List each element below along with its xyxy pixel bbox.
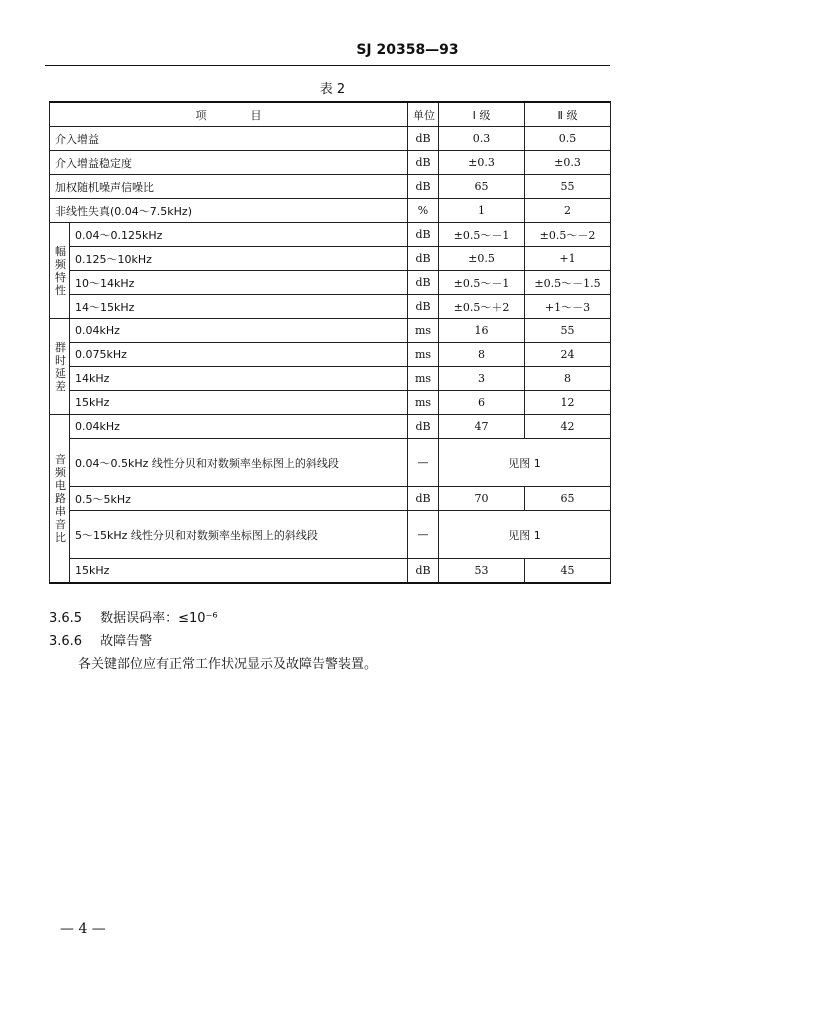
grade2-cell: ±0.5～－1.5	[525, 271, 611, 295]
grade2-cell: +1	[525, 247, 611, 271]
item-cell: 14～15kHz	[70, 295, 408, 319]
group-label-char: 频	[55, 466, 66, 479]
grade2-cell: 24	[525, 343, 611, 367]
grade2-cell: 65	[525, 487, 611, 511]
merged-value-cell: 见图 1	[439, 439, 611, 487]
item-cell: 非线性失真(0.04～7.5kHz)	[50, 199, 408, 223]
grade2-cell: 45	[525, 559, 611, 584]
grade1-cell: 8	[439, 343, 525, 367]
grade1-cell: 47	[439, 415, 525, 439]
table-row	[50, 271, 611, 295]
item-cell: 0.04kHz	[70, 415, 408, 439]
table-row	[50, 319, 611, 343]
group-label	[50, 319, 70, 415]
col-header-grade2: Ⅱ 级	[525, 102, 611, 127]
page-number: — 4 —	[60, 921, 106, 937]
item-cell: 0.075kHz	[70, 343, 408, 367]
item-cell: 14kHz	[70, 367, 408, 391]
table-row	[50, 223, 611, 247]
grade1-cell: 65	[439, 175, 525, 199]
group-label-char: 比	[55, 531, 66, 544]
item-cell: 介入增益稳定度	[50, 151, 408, 175]
unit-cell: dB	[408, 247, 439, 271]
clause-number: 3.6.5	[49, 611, 83, 626]
grade1-cell: 70	[439, 487, 525, 511]
table-row	[50, 175, 611, 199]
unit-cell: dB	[408, 151, 439, 175]
table-row	[50, 391, 611, 415]
group-label-char: 频	[55, 257, 66, 271]
group-label	[50, 223, 70, 319]
unit-cell: dB	[408, 295, 439, 319]
group-label-char: 群	[55, 340, 66, 354]
group-label-char: 路	[55, 492, 66, 505]
body-paragraph: 各关键部位应有正常工作状况显示及故障告警装置。	[78, 657, 378, 672]
grade1-cell: 0.3	[439, 127, 525, 151]
group-label-char: 性	[55, 283, 66, 297]
table-row	[50, 511, 611, 559]
grade2-cell: 8	[525, 367, 611, 391]
table-row	[50, 151, 611, 175]
item-cell: 0.5～5kHz	[70, 487, 408, 511]
unit-cell: %	[408, 199, 439, 223]
table-caption: 表 2	[319, 82, 346, 97]
item-cell: 0.125～10kHz	[70, 247, 408, 271]
clause-3-6-6	[49, 630, 152, 649]
item-cell: 加权随机噪声信噪比	[50, 175, 408, 199]
clause-text: 数据误码率：≤10⁻⁶	[100, 611, 218, 626]
group-label-char: 电	[55, 479, 66, 492]
unit-cell: ms	[408, 367, 439, 391]
merged-value-cell: 见图 1	[439, 511, 611, 559]
table-row	[50, 127, 611, 151]
grade1-cell: 16	[439, 319, 525, 343]
header-rule	[45, 65, 610, 66]
item-cell: 5～15kHz 线性分贝和对数频率坐标图上的斜线段	[70, 511, 408, 559]
table-row	[50, 295, 611, 319]
group-label-char: 延	[55, 366, 66, 380]
table-header-row	[50, 102, 611, 127]
item-cell: 介入增益	[50, 127, 408, 151]
unit-cell: dB	[408, 175, 439, 199]
unit-cell: dB	[408, 127, 439, 151]
clause-3-6-5	[49, 607, 218, 626]
table-body	[50, 127, 611, 584]
unit-cell: dB	[408, 223, 439, 247]
col-header-grade1: Ⅰ 级	[439, 102, 525, 127]
group-label-char: 特	[55, 270, 66, 284]
unit-cell: dB	[408, 415, 439, 439]
grade1-cell: ±0.3	[439, 151, 525, 175]
item-cell: 10～14kHz	[70, 271, 408, 295]
group-label	[50, 415, 70, 584]
table-row	[50, 439, 611, 487]
unit-cell: —	[408, 439, 439, 487]
grade2-cell: +1～－3	[525, 295, 611, 319]
unit-cell: ms	[408, 343, 439, 367]
unit-cell: —	[408, 511, 439, 559]
grade2-cell: 42	[525, 415, 611, 439]
grade1-cell: ±0.5～－1	[439, 223, 525, 247]
table-row	[50, 367, 611, 391]
grade1-cell: 6	[439, 391, 525, 415]
spec-table	[49, 101, 611, 584]
unit-cell: ms	[408, 319, 439, 343]
unit-cell: dB	[408, 559, 439, 584]
table-row	[50, 247, 611, 271]
standard-number: SJ 20358—93	[356, 42, 459, 58]
group-label-char: 差	[55, 379, 66, 393]
grade1-cell: 1	[439, 199, 525, 223]
group-label-char: 时	[55, 353, 66, 367]
unit-cell: dB	[408, 271, 439, 295]
table-row	[50, 415, 611, 439]
table-row	[50, 199, 611, 223]
group-label-char: 音	[55, 518, 66, 531]
grade2-cell: ±0.5～－2	[525, 223, 611, 247]
table-row	[50, 559, 611, 584]
table-row	[50, 487, 611, 511]
group-label-char: 音	[55, 453, 66, 466]
item-cell: 0.04～0.5kHz 线性分贝和对数频率坐标图上的斜线段	[70, 439, 408, 487]
group-label-char: 串	[55, 505, 66, 518]
grade1-cell: ±0.5～＋2	[439, 295, 525, 319]
clause-number: 3.6.6	[49, 634, 83, 649]
item-cell: 15kHz	[70, 391, 408, 415]
unit-cell: dB	[408, 487, 439, 511]
col-header-unit: 单位	[408, 102, 439, 127]
grade2-cell: 0.5	[525, 127, 611, 151]
grade2-cell: 55	[525, 319, 611, 343]
clause-text: 故障告警	[100, 634, 153, 649]
grade2-cell: ±0.3	[525, 151, 611, 175]
group-label-char: 幅	[55, 244, 66, 258]
grade2-cell: 55	[525, 175, 611, 199]
table-row	[50, 343, 611, 367]
unit-cell: ms	[408, 391, 439, 415]
col-header-item: 项 目	[50, 102, 408, 127]
grade1-cell: 53	[439, 559, 525, 584]
grade2-cell: 2	[525, 199, 611, 223]
grade2-cell: 12	[525, 391, 611, 415]
item-cell: 0.04～0.125kHz	[70, 223, 408, 247]
grade1-cell: ±0.5～－1	[439, 271, 525, 295]
grade1-cell: 3	[439, 367, 525, 391]
item-cell: 15kHz	[70, 559, 408, 584]
grade1-cell: ±0.5	[439, 247, 525, 271]
item-cell: 0.04kHz	[70, 319, 408, 343]
